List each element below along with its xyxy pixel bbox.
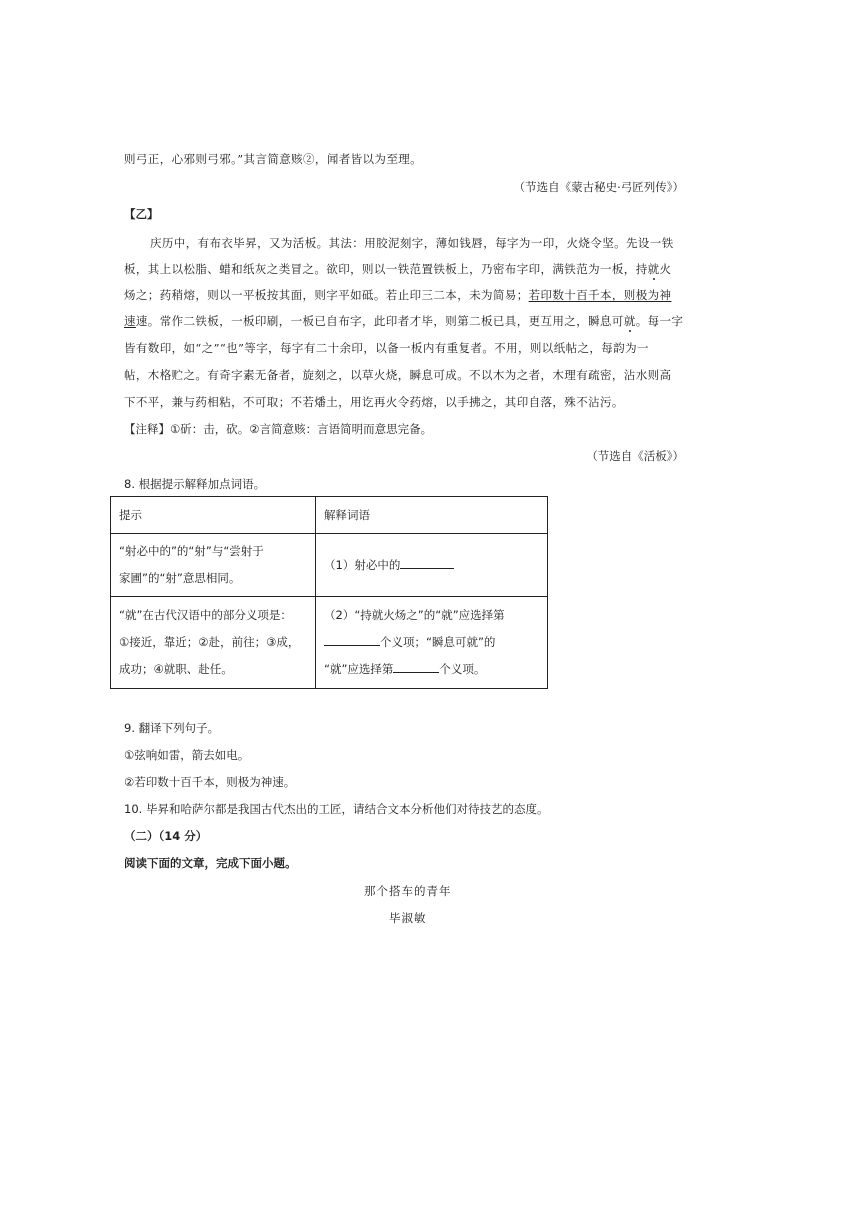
q9-item-2: ②若印数十百千本，则极为神速。 xyxy=(124,775,296,789)
article-author: 毕淑敏 xyxy=(389,911,427,925)
section2-heading: （二）（14 分） xyxy=(124,829,208,843)
passage-b-line-4: 速速。常作二铁板，一板印刷，一板已自布字，此印者才毕，则第二板已具，更互用之，瞬息可就。每一字 xyxy=(124,314,684,328)
passage-b-note: 【注释】①斫：击，砍。②言简意赅：言语简明而意思完备。 xyxy=(124,422,433,436)
q9-item-1: ①弦响如雷，箭去如电。 xyxy=(124,748,250,762)
table-row1-answer: （1）射必中的 xyxy=(316,534,548,597)
table-row2-answer: （2）“持就火炀之”的“就”应选择第 个义项；“瞬息可就”的 “就”应选择第 个义项。 xyxy=(316,597,548,689)
answer-blank-3[interactable] xyxy=(393,660,439,673)
passage-a-source: （节选自《蒙古秘史·弓匠列传》） xyxy=(513,180,684,194)
passage-b-heading: 【乙】 xyxy=(124,207,159,221)
underlined-sentence: 若印数十百千本，则极为神 xyxy=(528,288,672,302)
section2-instruction: 阅读下面的文章，完成下面小题。 xyxy=(124,856,297,870)
hint-table xyxy=(110,496,548,689)
q10-prompt: 10. 毕昇和哈萨尔都是我国古代杰出的工匠，请结合文本分析他们对待技艺的态度。 xyxy=(124,802,549,816)
passage-b-line-6: 帖，木格贮之。有奇字素无备者，旋刻之，以草火烧，瞬息可成。不以木为之者，木理有疏密，沾水则高 xyxy=(124,368,672,382)
passage-b-line-2: 板，其上以松脂、蜡和纸灰之类冒之。欲印，则以一铁范置铁板上，乃密布字印，满铁范为一板，持就火 xyxy=(124,262,672,276)
passage-b-line-5: 皆有数印，如“之”“也”等字，每字有二十余印，以备一板内有重复者。不用，则以纸帖之，每韵为一 xyxy=(124,341,649,355)
q9-prompt: 9. 翻译下列句子。 xyxy=(124,721,220,735)
passage-b-line-1: 庆历中，有布衣毕昇，又为活板。其法：用胶泥刻字，薄如钱唇，每字为一印，火烧令坚。先设一铁 xyxy=(150,236,674,250)
passage-a-last-line: 则弓正，心邪则弓邪。”其言简意赅②，闻者皆以为至理。 xyxy=(124,152,423,166)
passage-b-line-3: 炀之；药稍熔，则以一平板按其面，则字平如砥。若止印三二本，未为简易；若印数十百千本，则极为神 xyxy=(124,288,672,302)
q8-prompt: 8. 根据提示解释加点词语。 xyxy=(124,477,266,491)
answer-blank-2[interactable] xyxy=(324,633,380,646)
dotted-word-jiu-1: 就 xyxy=(647,262,660,276)
passage-b-source: （节选自《活板》） xyxy=(586,449,684,463)
table-row2-hint: “就”在古代汉语中的部分义项是： ①接近，靠近；②赴，前往；③成， 成功；④就职、赴任。 xyxy=(111,597,316,689)
article-title: 那个搭车的青年 xyxy=(364,884,452,898)
passage-b-line-7: 下不平，兼与药相粘，不可取；不若燔土，用讫再火令药熔，以手拂之，其印自落，殊不沾污。 xyxy=(124,395,624,409)
answer-blank-1[interactable] xyxy=(400,556,454,569)
dotted-word-jiu-2: 就 xyxy=(623,314,636,328)
table-row1-hint: “射必中的”的“射”与“尝射于 家圃”的“射”意思相同。 xyxy=(111,534,316,597)
table-header-explain: 解释词语 xyxy=(316,497,548,534)
table-header-hint: 提示 xyxy=(111,497,316,534)
